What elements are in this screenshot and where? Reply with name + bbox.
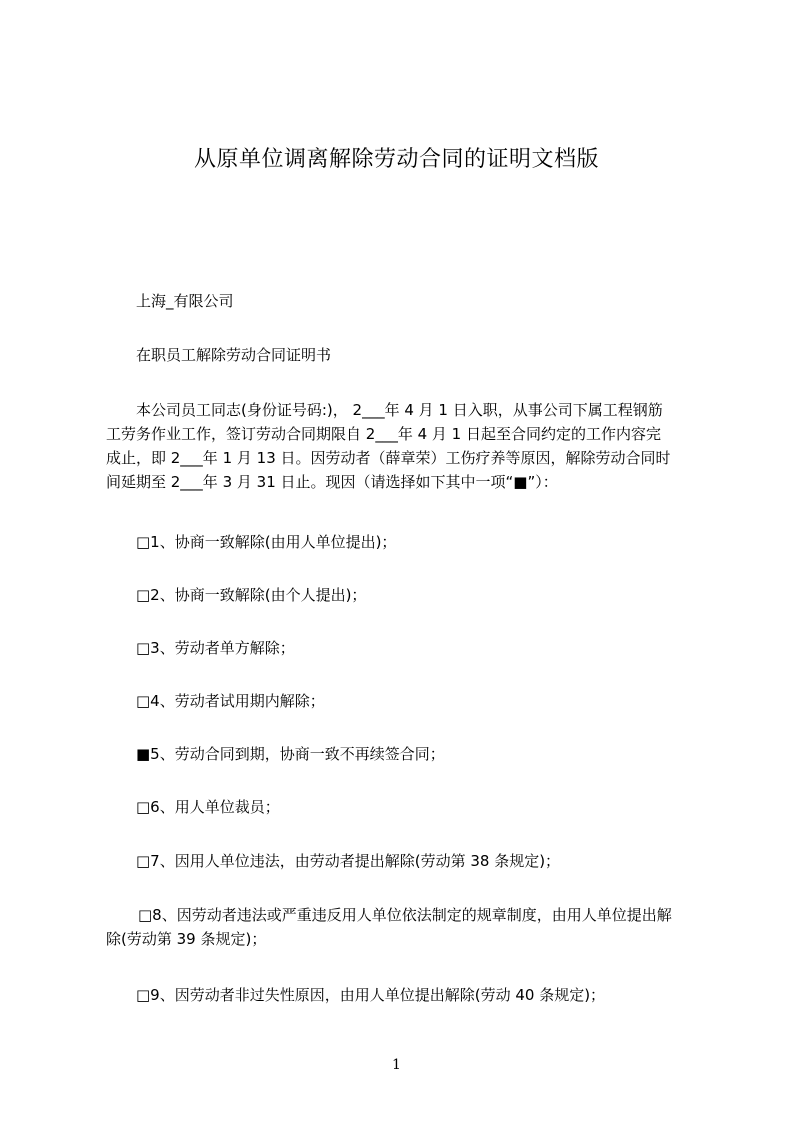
company-name: 上海_有限公司: [136, 292, 234, 310]
option-2: □2、协商一致解除(由个人提出)；: [136, 586, 367, 604]
certificate-subtitle: 在职员工解除劳动合同证明书: [136, 346, 332, 364]
option-7: □7、因用人单位违法，由劳动者提出解除(劳动第 38 条规定)；: [136, 852, 561, 870]
intro-line: 成止，即 2___年 1 月 13 日。因劳动者（薛章荣）工伤疗养等原因，解除劳动合同时: [106, 449, 671, 467]
option-8-line: 除(劳动第 39 条规定)；: [106, 930, 267, 948]
intro-line: 工劳务作业工作，签订劳动合同期限自 2___年 4 月 1 日起至合同约定的工作内容完: [106, 425, 661, 443]
page-number: 1: [392, 1057, 401, 1073]
option-4: □4、劳动者试用期内解除；: [136, 692, 325, 710]
option-3: □3、劳动者单方解除；: [136, 639, 295, 657]
option-6: □6、用人单位裁员；: [136, 798, 280, 816]
option-5-selected: ■5、劳动合同到期，协商一致不再续签合同；: [136, 745, 445, 763]
document-title: 从原单位调离解除劳动合同的证明文档版: [193, 147, 599, 172]
option-9: □9、因劳动者非过失性原因，由用人单位提出解除(劳动 40 条规定)；: [136, 986, 606, 1004]
option-8: [106, 903, 672, 951]
option-1: □1、协商一致解除(由用人单位提出)；: [136, 533, 397, 551]
option-8-line: □8、因劳动者违法或严重违反用人单位依法制定的规章制度，由用人单位提出解: [138, 906, 672, 924]
intro-paragraph: [106, 398, 671, 494]
intro-line: 本公司员工同志(身份证号码:)， 2___年 4 月 1 日入职，从事公司下属工程钢筋: [136, 401, 663, 419]
intro-line: 间延期至 2___年 3 月 31 日止。现因（请选择如下其中一项“■”）：: [106, 473, 558, 491]
